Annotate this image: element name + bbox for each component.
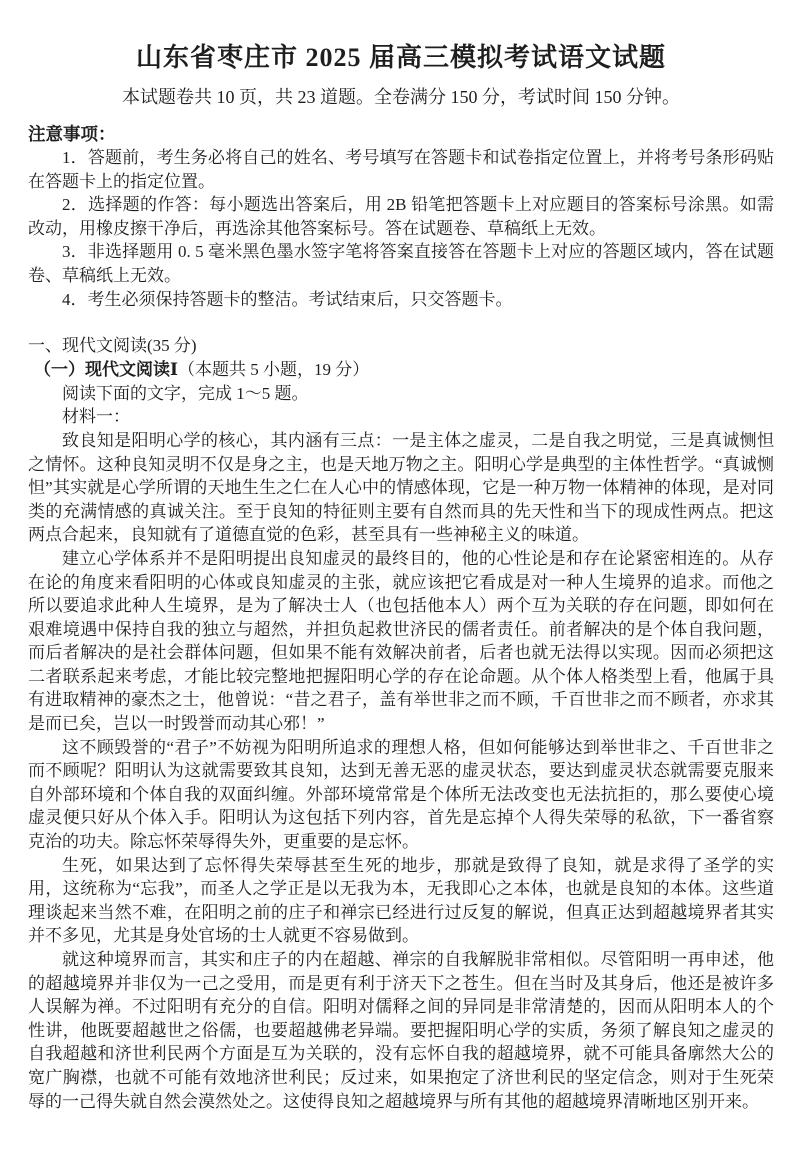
material-paragraph-2: 建立心学体系并不是阳明提出良知虚灵的最终目的，他的心性论是和存在论紧密相连的。从存在论的角度来看阳明的心体或良知虚灵的主张，就应该把它看成是对一种人生境界的追求。而他之所以要追求此种人生境界，是为了解决士人（也包括他本人）两个互为关联的存在问题，即如何在艰难境遇中保持自我的独立与超然，并担负起救世济民的儒者责任。前者解决的是个体自我问题，而后者解决的是社会群体问题，但如果不能有效解决前者，后者也就无法得以实现。因而必须把这二者联系起来考虑，才能比较完整地把握阳明心学的存在论命题。从个体人格类型上看，他属于具有进取精神的豪杰之士，他曾说：“昔之君子，盖有举世非之而不顾，千百世非之而不顾者，亦求其是而已矣，岂以一时毁誉而动其心邪！” [28,548,774,734]
reading-instruction: 阅读下面的文字，完成 1～5 题。 [62,383,309,403]
material-paragraph-5: 就这种境界而言，其实和庄子的内在超越、禅宗的自我解脱非常相似。尽管阳明一再申述，他的超越境界并非仅为一己之受用，而是更有利于济天下之苍生。但在当时及其身后，他还是被许多人误解为禅。不过阳明有充分的自信。阳明对儒释之间的异同是非常清楚的，因而从阳明本人的个性讲，他既要超越世之俗儒，也要超越佛老异端。要把握阳明心学的实质，务须了解良知之虚灵的自我超越和济世利民两个方面是互为关联的，没有忘怀自我的超越境界，就不可能具备廓然大公的宽广胸襟，也就不可能有效地济世利民；反过来，如果抱定了济世利民的坚定信念，则对于生死荣辱的一己得失就自然会漠然处之。这使得良知之超越境界与所有其他的超越境界清晰地区别开来。 [28,950,774,1111]
material-paragraph-3: 这不顾毁誉的“君子”不妨视为阳明所追求的理想人格，但如何能够达到举世非之、千百世非之而不顾呢？阳明认为这就需要致其良知，达到无善无恶的虚灵状态，要达到虚灵状态就需要克服来自外部环境和个体自我的双面纠缠。外部环境常常是个体所无法改变也无法抗拒的，那么要使心境虚灵便只好从个体入手。阳明认为这包括下列内容，首先是忘掉个人得失荣辱的私欲，下一番省察克治的功夫。除忘怀荣辱得失外，更重要的是忘怀。 [28,737,774,852]
page-title: 山东省枣庄市 2025 届高三模拟考试语文试题 [135,43,666,72]
section-heading: 一、现代文阅读(35 分) [28,336,197,356]
notice-item-2: 2．选择题的作答：每小题选出答案后，用 2B 铅笔把答题卡上对应题目的答案标号涂黑。如需改动，用橡皮擦干净后，再选涂其他答案标号。答在试题卷、草稿纸上无效。 [28,195,774,238]
material-paragraph-1: 致良知是阳明心学的核心，其内涵有三点：一是主体之虚灵，二是自我之明觉，三是真诚恻怛之情怀。这种良知灵明不仅是身之主，也是天地万物之主。阳明心学是典型的主体性哲学。“真诚恻怛”其实就是心学所谓的天地生生之仁在人心中的情感体现，它是一种万物一体精神的体现，是对同类的充满情感的真诚关注。至于良知的特征则主要有自然而具的先天性和当下的现成性两点。把这两点合起来，良知就有了道德直觉的色彩，甚至具有一些神秘主义的味道。 [28,430,774,545]
notice-item-4: 4．考生必须保持答题卡的整洁。考试结束后，只交答题卡。 [62,289,513,309]
notice-heading: 注意事项： [28,124,116,144]
material-one-label: 材料一： [62,407,130,427]
section-modern-text-reading [28,334,774,1113]
part-heading-label: （一）现代文阅读Ⅰ [34,359,178,379]
material-paragraph-4: 生死，如果达到了忘怀得失荣辱甚至生死的地步，那就是致得了良知，就是求得了圣学的实用，这统称为“忘我”，而圣人之学正是以无我为本，无我即心之本体，也就是良知的本体。这些道理谈起来当然不难，在阳明之前的庄子和禅宗已经进行过反复的解说，但真正达到超越境界者其实并不多见，尤其是身处官场的士人就更不容易做到。 [28,855,774,946]
part-heading [34,358,774,382]
notice-item-3: 3．非选择题用 0. 5 毫米黑色墨水签字笔将答案直接答在答题卡上对应的答题区域内，答在试题卷、草稿纸上无效。 [28,242,774,285]
notice-section [28,122,774,311]
part-heading-meta: （本题共 5 小题，19 分） [177,359,370,379]
page-subtitle: 本试题卷共 10 页，共 23 道题。全卷满分 150 分，考试时间 150 分钟。 [122,87,680,107]
notice-item-1: 1．答题前，考生务必将自己的姓名、考号填写在答题卡和试卷指定位置上，并将考号条形码贴在答题卡上的指定位置。 [28,148,774,191]
